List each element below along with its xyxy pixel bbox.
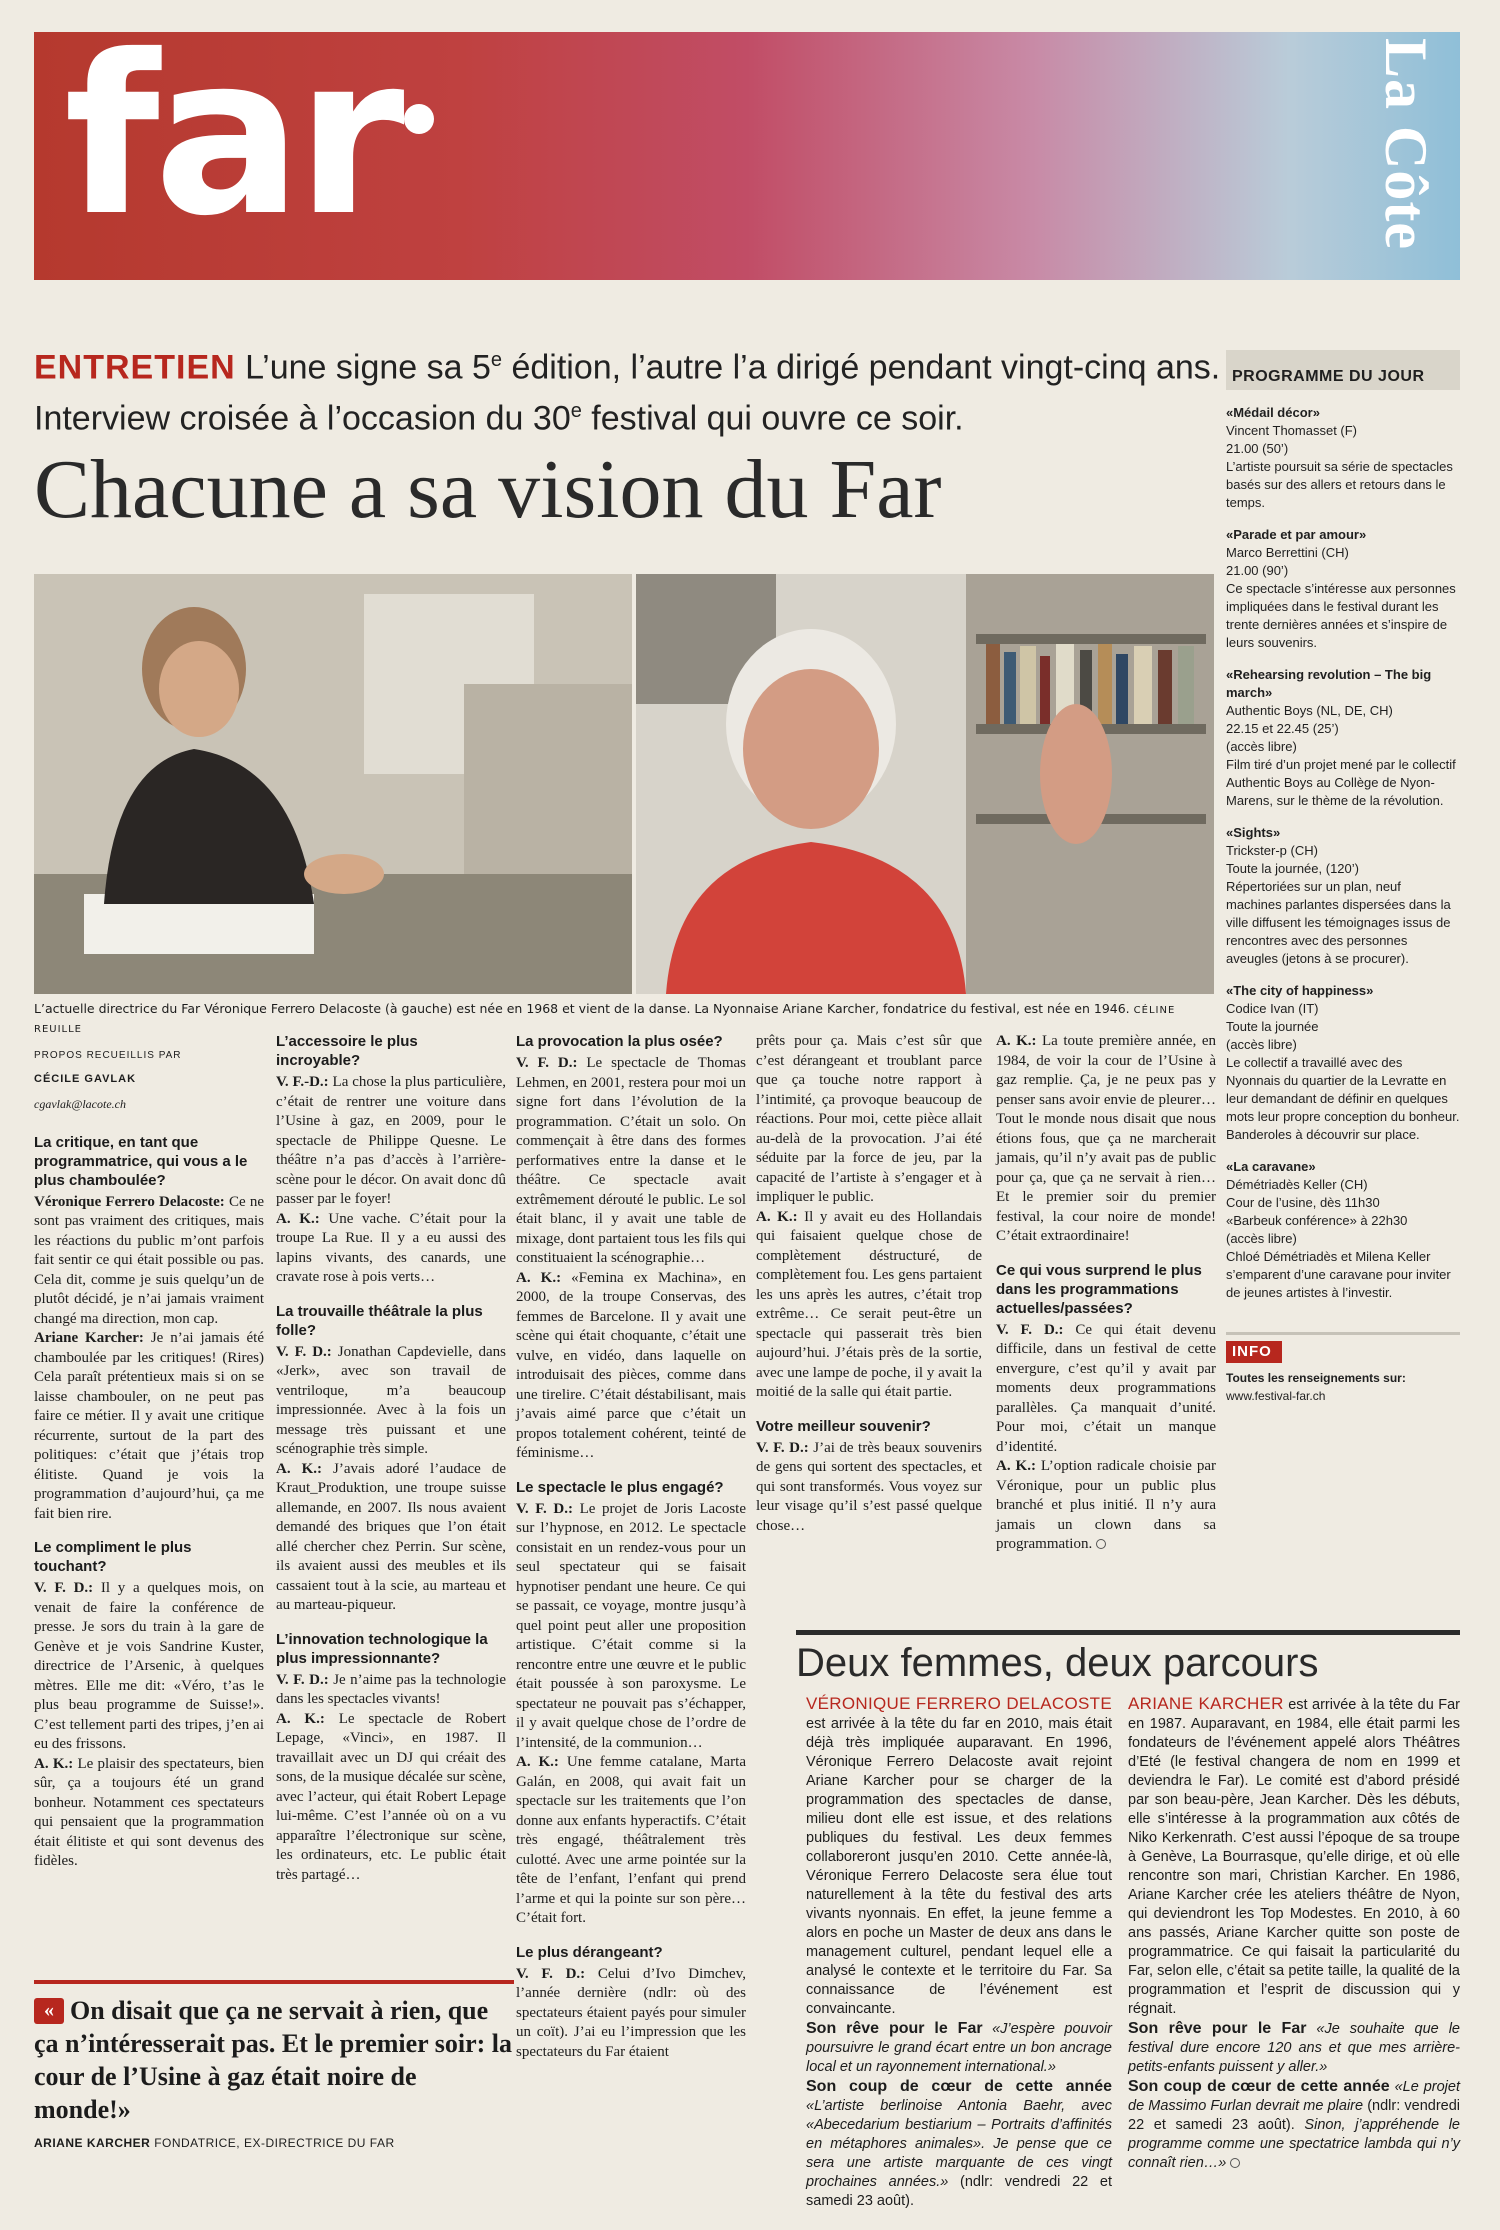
answer xyxy=(276,1671,506,1710)
pull-quote-attribution xyxy=(34,2136,514,2150)
programme-item xyxy=(1226,404,1460,512)
favourite-note: (ndlr: vendredi 22 et samedi 23 août). xyxy=(806,2174,1112,2209)
answer-text: Le spectacle de Thomas Lehmen, en 2001, restera pour moi un signe fort dans l’évolution de la programmation. C’était un solo. On commençait à être dans des formes performatives entre la danse et le théâtre. Ce spectacle avait extrêmement dérouté le public. Le sol était blanc, il y avait une table de mixage, dont partaient tous les fils qui constituaient la scénographie… xyxy=(516,1055,746,1266)
answer-text: J’avais adoré l’audace de Kraut_Produktion, une troupe suisse allemande, en 2007. Ils nous avaient demandé des briques que l’on était allé chercher chez Perrin. Sur scène, ils avaient aussi des meubles et ils cassaient tout à la scie, au marteau et au marteau-piqueur. xyxy=(276,1460,506,1613)
programme-item-description: Ce spectacle s’intéresse aux personnes impliquées dans le festival durant les trente dernières années et s’inspire de leurs souvenirs. xyxy=(1226,581,1456,650)
profile-ariane xyxy=(1128,1694,1460,2173)
profile-intro xyxy=(806,1694,1112,2019)
programme-item-title: «Médail décor» xyxy=(1226,405,1320,420)
speaker: V. F. D.: xyxy=(516,1965,586,1982)
answer xyxy=(34,1755,264,1872)
article-column-3 xyxy=(516,1032,746,2062)
programme-item-meta: 21.00 (50’) xyxy=(1226,441,1289,456)
answer xyxy=(996,1321,1216,1458)
programme-item-description: Le collectif a travaillé avec des Nyonnais du quartier de la Levratte en leur demandant de définir en quelques mots leur propre conception du bonheur. Banderoles à découvrir sur place. xyxy=(1226,1055,1460,1142)
programme-item-meta: 21.00 (90’) xyxy=(1226,563,1289,578)
pull-quote-name: ARIANE KARCHER xyxy=(34,2136,151,2150)
answer xyxy=(516,1500,746,1754)
answer xyxy=(276,1210,506,1288)
answer xyxy=(34,1329,264,1524)
programme-item-meta: Toute la journée xyxy=(1226,1019,1319,1034)
kicker-text-a: L’une signe sa 5 xyxy=(245,348,491,387)
speaker: A. K.: xyxy=(516,1754,559,1770)
section-name: La Côte xyxy=(1373,38,1439,250)
answer-text: La toute première année, en 1984, de voir la cour de l’Usine à gaz remplie. Ça, je ne peux pas y penser sans avoir envie de pleurer… Tout le monde nous disait que nous étions fous, que ça ne marcherait jamais, qu’il n’y avait pas de public pour ça, que ça ne servait à rien… Et le premier soir du premier festival, la cour noire de monde! C’était extraordinaire! xyxy=(996,1033,1216,1244)
favourite-note: (ndlr: vendredi 22 et samedi 23 août). xyxy=(1128,2098,1460,2133)
answer-text: Celui d’Ivo Dimchev, l’année dernière (ndlr: où des spectateurs étaient payés pour simuler un coït). J’ai eu l’impression que les spectateurs du Far étaient xyxy=(516,1965,746,2060)
programme-item xyxy=(1226,824,1460,968)
answer-text: Le projet de Joris Lacoste sur l’hypnose, en 2012. Le spectacle consistait en un rendez-vous pour un seul spectateur qui se faisait hypnotiser pendant une heure. Ce qui se passait, ce voyage, montre jusqu’à quel point peut aller une proposition artistique. C’était comme si la rencontre entre une œuvre et le public était poussée à son paroxysme. Le spectateur ne pouvait pas s’échapper, il y avait quelque chose de l’ordre de l’intensité, de la communion… xyxy=(516,1500,747,1751)
pull-quote-text: On disait que ça ne servait à rien, que ça n’intéresserait pas. Et le premier soir: la cour de l’Usine à gaz était noire de monde!» xyxy=(34,1996,513,2124)
programme-item-meta: Toute la journée, (120’) xyxy=(1226,861,1359,876)
favourite-text-cont: Sinon, j’appréhende le programme comme une spectatrice lambda qui n’y connaît rien…» xyxy=(1128,2117,1460,2171)
answer-text: Jonathan Capdevielle, dans «Jerk», avec son travail de ventriloque, m’a beaucoup impressionnée. Avec à la fois un message très puissant et une scénographie très simple. xyxy=(276,1343,506,1457)
answer-text: Ce qui était devenu difficile, dans un festival de cette envergure, c’est qu’il y avait par moments deux programmations parallèles. Ça manquait d’unité. Pour moi, c’était un manque d’identité. xyxy=(996,1321,1217,1455)
programme-item xyxy=(1226,526,1460,652)
kicker-sup-2: e xyxy=(570,400,582,423)
info-line: Toutes les renseignements sur: xyxy=(1226,1371,1406,1385)
profile-intro xyxy=(1128,1694,1460,2019)
info-box xyxy=(1226,1332,1460,1405)
programme-item-meta: «Barbeuk conférence» à 22h30 xyxy=(1226,1213,1408,1228)
kicker-label: ENTRETIEN xyxy=(34,348,236,387)
question: La provocation la plus osée? xyxy=(516,1033,723,1050)
answer xyxy=(276,1460,506,1616)
info-label: INFO xyxy=(1226,1341,1282,1363)
photo-ariane-illustration xyxy=(636,574,1214,994)
byline-label: PROPOS RECUEILLIS PAR xyxy=(34,1050,182,1061)
article-column-5 xyxy=(996,1032,1216,1555)
programme-item-meta: Trickster-p (CH) xyxy=(1226,843,1318,858)
profile-text: est arrivée à la tête du Far en 1987. Auparavant, en 1984, elle était parmi les fondateurs de l’événement appelé alors Théâtres d’Eté (le festival changera de nom en 1999 et deviendra le Far). Le comité est d’abord présidé par son beau-père, Jean Karcher. Dès les débuts, elle s’intéresse à la programmation aux côtés de Niko Kerkenrath. C’est aussi l’époque de sa troupe à Genève, La Bourrasque, qu’elle dirige, et où elle rencontre son mari, Christian Karcher. En 1986, Ariane Karcher crée les ateliers théâtre de Nyon, qui deviendront les Top Modestes. En 2010, à 60 ans passés, Ariane Karcher quitte son poste de programmatrice. Ce qui faisait la particularité du Far, selon elle, c’était sa petite taille, la qualité de la programmation et l’esprit de discussion qui y régnait. xyxy=(1128,1697,1460,2017)
profile-name: VÉRONIQUE FERRERO DELACOSTE xyxy=(806,1694,1112,1713)
answer xyxy=(996,1457,1216,1555)
speaker: V. F. D.: xyxy=(34,1580,94,1596)
programme-item-description: Répertoriées sur un plan, neuf machines parlantes dispersées dans la ville diffusent les témoignages issus de rencontres avec des personnes aveugles (jetons à se procurer). xyxy=(1226,879,1451,966)
caption-text: L’actuelle directrice du Far Véronique Ferrero Delacoste (à gauche) est née en 1968 et vient de la danse. La Nyonnaise Ariane Karcher, fondatrice du festival, est née en 1946. xyxy=(34,1001,1130,1016)
programme-item-meta: Cour de l’usine, dès 11h30 xyxy=(1226,1195,1380,1210)
pull-quote-role: FONDATRICE, EX-DIRECTRICE DU FAR xyxy=(154,2136,395,2150)
answer-text: La chose la plus particulière, c’était de rentrer une voiture dans l’Usine à gaz, en 2009, pour le spectacle de Philippe Quesne. Le théâtre n’a pas d’accès à l’arrière-scène pour le décor. On avait donc dû passer par le foyer! xyxy=(276,1074,506,1207)
answer xyxy=(276,1710,506,1886)
speaker: V. F. D.: xyxy=(756,1439,809,1456)
profile-favourite xyxy=(806,2077,1112,2211)
dream-label: Son rêve pour le Far xyxy=(806,2020,983,2037)
profile-favourite xyxy=(1128,2077,1460,2173)
programme-item-meta: 22.15 et 22.45 (25’) xyxy=(1226,721,1339,736)
programme-item-title: «Rehearsing revolution – The big march» xyxy=(1226,667,1432,700)
article-column-2 xyxy=(276,1032,506,1885)
answer-text: Ce ne sont pas vraiment des critiques, mais les réactions du public m’ont parfois fait sentir ce qui était possible ou pas. Cela dit, comme je suis quelqu’un de plutôt décidé, je n’ai jamais vraiment changé ma direction, mon cap. xyxy=(34,1193,264,1327)
dream-text: «Je souhaite que le festival dure encore 120 ans et que mes arrière-petits-enfants puissent y aller.» xyxy=(1128,2021,1460,2075)
programme-item-meta: Authentic Boys (NL, DE, CH) xyxy=(1226,703,1393,718)
speaker: V. F. D.: xyxy=(276,1343,332,1360)
programme-item-meta: (accès libre) xyxy=(1226,739,1297,754)
answer xyxy=(276,1343,506,1460)
programme-item-meta: (accès libre) xyxy=(1226,1037,1297,1052)
programme-item-title: «La caravane» xyxy=(1226,1159,1316,1174)
question: La critique, en tant que programmatrice, qui vous a le plus chamboulée? xyxy=(34,1133,248,1189)
speaker: V. F. D.: xyxy=(276,1671,329,1688)
question: La trouvaille théâtrale la plus folle? xyxy=(276,1302,483,1339)
profile-veronique xyxy=(806,1694,1112,2211)
answer-text: J’ai de très beaux souvenirs de gens qui sortent des spectacles, et qui sont transformés. Vous voyez sur leur visage qu’il s’est passé quelque chose… xyxy=(756,1439,982,1534)
sidebar-title: PROGRAMME DU JOUR xyxy=(1226,350,1460,390)
favourite-label: Son coup de cœur de cette année xyxy=(806,2078,1112,2095)
profiles-title: Deux femmes, deux parcours xyxy=(796,1630,1460,1686)
speaker: V. F.-D.: xyxy=(276,1074,329,1090)
pull-quote xyxy=(34,1980,514,2150)
programme-list xyxy=(1226,404,1460,1302)
speaker: V. F. D.: xyxy=(996,1321,1064,1338)
speaker: A. K.: xyxy=(996,1458,1036,1474)
answer xyxy=(34,1579,264,1755)
answer xyxy=(516,1753,746,1929)
favourite-text: «Le projet de Massimo Furlan devrait me plaire xyxy=(1128,2079,1461,2114)
end-mark-icon xyxy=(1230,2158,1240,2168)
question: Le compliment le plus touchant? xyxy=(34,1539,192,1575)
kicker-text-b: édition, l’autre l’a dirigé pendant vingt-cinq ans. Interview croisée à l’occasion du 30 xyxy=(34,348,1221,438)
answer xyxy=(756,1439,982,1537)
article-column-1 xyxy=(34,1046,264,1872)
answer-text: L’option radicale choisie par Véronique, pour un public plus branché et plus initié. Il n’y aura jamais un clown dans sa programmation. xyxy=(996,1458,1216,1552)
answer-text: «Femina ex Machina», en 2000, de la troupe Conservas, des femmes de Barcelone. Il y avait une scène qui était choquante, c’était une vulve, en vidéo, dans laquelle on introduisait des pièces, comme dans une tirelire. C’était déstabilisant, mais j’avais aimé parce que c’était un propos totalement cohérent, teinté de féminisme… xyxy=(516,1269,746,1461)
answer xyxy=(34,1193,264,1330)
speaker: A. K.: xyxy=(516,1269,562,1286)
programme-item-meta: (accès libre) xyxy=(1226,1231,1297,1246)
headline: Chacune a sa vision du Far xyxy=(34,443,942,536)
speaker: V. F. D.: xyxy=(516,1500,573,1517)
logo-dot xyxy=(404,104,434,134)
speaker: A. K.: xyxy=(756,1208,798,1225)
dream-label: Son rêve pour le Far xyxy=(1128,2020,1307,2037)
answer xyxy=(756,1208,982,1403)
byline-email[interactable]: cgavlak@lacote.ch xyxy=(34,1097,126,1111)
answer-text: prêts pour ça. Mais c’est sûr que c’est dérangeant et troublant parce que ça touche notre rapport à l’intimité, ça provoque beaucoup de réactions. Pour moi, cette pièce allait au-delà de la provocation. J’ai été séduite par la force de jeu, par la capacité de l’artiste à s’engager et à impliquer le public. xyxy=(756,1033,982,1205)
question: L’accessoire le plus incroyable? xyxy=(276,1033,418,1069)
answer-text: Je n’ai jamais été chamboulée par les critiques! (Rires) Cela paraît prétentieux mais si on se laisse chambouler, on ne peut pas faire ce métier. Il y avait une critique récurrente, surtout de la part des politiques: c’était que j’étais trop élitiste. Quand je vois la programmation d’aujourd’hui, ça me fait bien rire. xyxy=(34,1330,264,1522)
photo-veronique-illustration xyxy=(34,574,632,994)
info-url[interactable]: www.festival-far.ch xyxy=(1226,1389,1326,1403)
caption-credit: CÉLINE REUILLE xyxy=(34,1005,1176,1035)
speaker: A. K.: xyxy=(276,1710,325,1727)
programme-item-title: «Sights» xyxy=(1226,825,1281,840)
end-mark-icon xyxy=(1096,1539,1106,1549)
answer xyxy=(516,1269,746,1464)
speaker: Ariane Karcher: xyxy=(34,1330,144,1346)
favourite-label: Son coup de cœur de cette année xyxy=(1128,2078,1390,2095)
programme-item-description: Chloé Démétriadès et Milena Keller s’emparent d’une caravane pour inviter de jeunes artistes à l’investir. xyxy=(1226,1249,1451,1300)
answer-text: Une femme catalane, Marta Galán, en 2008, qui avait fait un spectacle sur les traitements que l’on donne aux enfants hyperactifs. C’était très engagé, théâtralement très culotté. Avec une arme pointée sur la tête de l’enfant, l’enfant qui prend l’arme et qui la pointe sur son père… C’était fort. xyxy=(516,1754,746,1926)
kicker xyxy=(34,338,1234,441)
programme-item-description: Film tiré d’un projet mené par le collectif Authentic Boys au Collège de Nyon-Marens, sur le thème de la révolution. xyxy=(1226,757,1456,808)
profile-text: est arrivée à la tête du far en 2010, mais était déjà très impliquée auparavant. En 1996, Véronique Ferrero Delacoste avait rejoint Ariane Karcher pour se charger de la programmation des spectacles de danse, milieu dont elle est issue, et des relations publiques du festival. Les deux femmes collaboreront jusqu’en 2010. Cette année-là, Véronique Ferrero Delacoste sera élue tout naturellement à la tête du festival des arts vivants nyonnais. En effet, la jeune femme a alors en poche un Master de deux ans dans le management culturel, pendant lequel elle a analysé le contexte et le territoire du Far. Sa connaissance de l’événement est convaincante. xyxy=(806,1716,1112,2017)
kicker-sup-1: e xyxy=(490,349,503,371)
byline-author: CÉCILE GAVLAK xyxy=(34,1072,137,1085)
profile-dream xyxy=(1128,2019,1460,2077)
answer-text: Il y a quelques mois, on venait de faire la conférence de presse. Je sors du train à la gare de Genève et je vois Sandrine Kuster, directrice de l’Arsenic, à quelques mètres. Elle me dit: «Véro, t’as le plus beau programme de Suisse!». C’est tellement parti des tripes, j’en ai eu des frissons. xyxy=(34,1580,264,1752)
kicker-text-c: festival qui ouvre ce soir. xyxy=(581,399,964,438)
answer-text: Il y avait eu des Hollandais qui faisaient quelque chose de complètement déstructuré, de complètement fou. Les gens partaient les uns après les autres, c’était trop extrême… Ce serait peut-être un spectacle qui passerait très bien aujourd’hui. J’étais près de la sortie, avec une lampe de poche, il y avait la moitié de la salle qui était partie. xyxy=(756,1208,982,1400)
profile-dream xyxy=(806,2019,1112,2077)
answer-text: Le plaisir des spectateurs, bien sûr, ça a toujours été un grand bonheur. Notamment ces spectateurs qui pensaient que la programmation était élitiste et qui sont devenus des fidèles. xyxy=(34,1755,264,1869)
question: Votre meilleur souvenir? xyxy=(756,1417,931,1435)
programme-item-meta: Démétriadès Keller (CH) xyxy=(1226,1177,1368,1192)
answer xyxy=(276,1073,506,1210)
answer xyxy=(516,1965,746,2063)
photo-veronique xyxy=(34,574,632,994)
question: Le spectacle le plus engagé? xyxy=(516,1478,724,1496)
answer xyxy=(516,1054,746,1269)
programme-item-meta: Marco Berrettini (CH) xyxy=(1226,545,1349,560)
programme-item-title: «Parade et par amour» xyxy=(1226,527,1367,542)
speaker: A. K.: xyxy=(276,1460,323,1477)
quote-mark-icon: « xyxy=(34,1998,64,2024)
programme-item xyxy=(1226,982,1460,1144)
photo-ariane xyxy=(636,574,1214,994)
programme-item-meta: Codice Ivan (IT) xyxy=(1226,1001,1319,1016)
answer-text: Je n’aime pas la technologie dans les spectacles vivants! xyxy=(276,1671,507,1707)
programme-item-description: L’artiste poursuit sa série de spectacles basés sur des allers et retours dans le temps. xyxy=(1226,459,1453,510)
programme-item-meta: Vincent Thomasset (F) xyxy=(1226,423,1358,438)
profile-name: ARIANE KARCHER xyxy=(1128,1694,1284,1713)
answer xyxy=(996,1032,1216,1247)
programme-item xyxy=(1226,666,1460,810)
question: Ce qui vous surprend le plus dans les programmations actuelles/passées? xyxy=(996,1261,1202,1317)
question: L’innovation technologique la plus impressionnante? xyxy=(276,1630,488,1667)
dream-text: «J’espère pouvoir poursuivre le grand écart entre un bon ancrage local et un rayonnement international.» xyxy=(806,2021,1112,2075)
far-logo: far xyxy=(64,32,399,264)
speaker: A. K.: xyxy=(276,1210,320,1227)
programme-item xyxy=(1226,1158,1460,1302)
speaker: Véronique Ferrero Delacoste: xyxy=(34,1193,225,1210)
masthead-banner xyxy=(34,32,1460,280)
answer-text: Une vache. C’était pour la troupe La Rue. Il y a eu aussi des lapins vivants, des canards, une cravate rose à pois verts… xyxy=(276,1210,506,1285)
programme-item-title: «The city of happiness» xyxy=(1226,983,1374,998)
article-column-4 xyxy=(756,1032,982,1536)
speaker: A. K.: xyxy=(34,1755,74,1772)
favourite-text: «L’artiste berlinoise Antonia Baehr, avec «Abecedarium bestiarium – Portraits d’affinités en métaphores animales». Je pense que ce sera une artiste marquante de ces vingt prochaines années.» xyxy=(806,2098,1112,2190)
speaker: V. F. D.: xyxy=(516,1055,578,1071)
question: Le plus dérangeant? xyxy=(516,1943,663,1961)
pull-quote-body xyxy=(34,1994,514,2126)
answer-text: Le spectacle de Robert Lepage, «Vinci», en 1987. Il travaillait avec un DJ qui créait des sons, de la musique décalée sur scène, avec l’acteur, qui était Robert Lepage lui-même. C’est l’année où on a vu apparaître l’électronique sur scène, les ordinateurs, etc. Le public était très partagé… xyxy=(276,1710,506,1883)
programme-sidebar xyxy=(1226,350,1460,1405)
speaker: A. K.: xyxy=(996,1033,1037,1049)
